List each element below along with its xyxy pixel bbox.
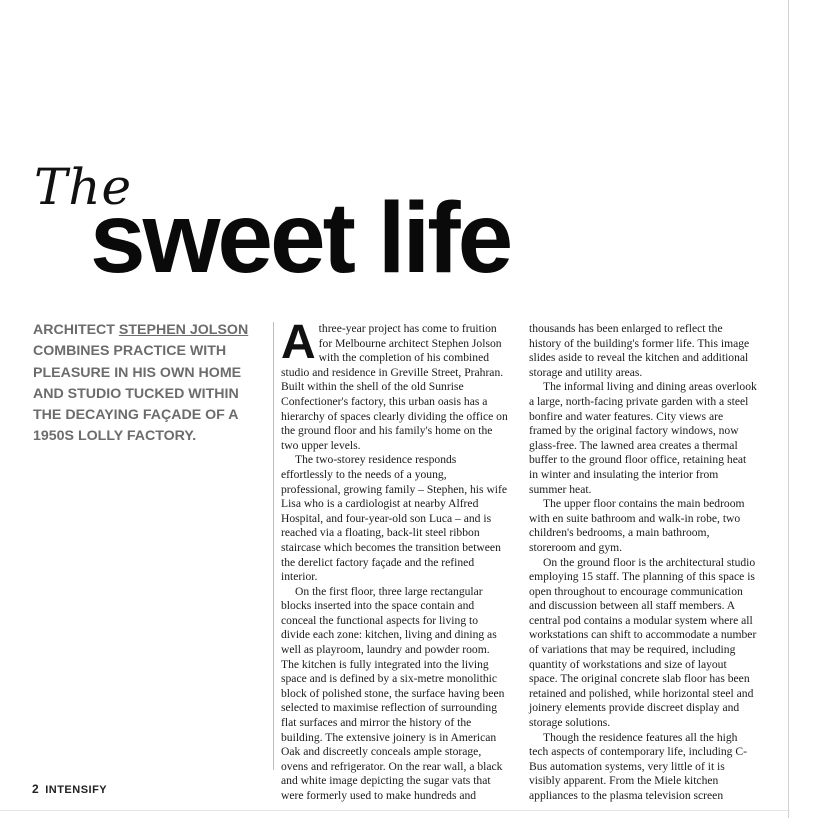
drop-cap: A	[281, 316, 316, 369]
architect-name: STEPHEN JOLSON	[118, 322, 249, 338]
paragraph: The two-storey residence responds effortlessly to the needs of a young, professional, growing family – Stephen, his wife Lisa who is a cardiologist at nearby Alfred Hospital, and four-year-old son Luca – and is reached via a floating, back-lit steel ribbon staircase which becomes the transition between the derelict factory façade and the refined interior.	[281, 453, 508, 584]
bottom-rule	[0, 810, 790, 811]
paragraph: The informal living and dining areas overlook a large, north-facing private garden with a steel bonfire and water features. City views are framed by the original factory windows, now glass-free. The lawned area creates a thermal buffer to the ground floor office, retaining heat in winter and insulating the interior from summer heat.	[529, 380, 757, 496]
standfirst	[33, 320, 258, 448]
paragraph-text: three-year project has come to fruition for Melbourne architect Stephen Jolson with the completion of his combined studio and residence in Greville Street, Prahran. Built within the shell of the old Sunrise Confectioner's factory, this urban oasis has a hierarchy of spaces clearly dividing the office on the ground floor and his family's home on the two upper levels.	[281, 322, 508, 452]
paragraph: On the first floor, three large rectangular blocks inserted into the space contain and conceal the functional aspects for living to divide each zone: kitchen, living and dining as well as playroom, laundry and powder room. The kitchen is fully integrated into the living space and is defined by a six-metre monolithic block of polished stone, the surface having been selected to maximise reflection of surrounding flat surfaces and mirror the history of the building. The extensive joinery is in American Oak and discreetly conceals ample storage, ovens and refrigerator. On the rear wall, a black and white image depicting the sugar vats that were formerly used to make hundreds and	[281, 584, 505, 802]
column-divider	[273, 322, 274, 770]
article-column-2	[529, 322, 757, 804]
page-number: 2	[32, 782, 40, 796]
paragraph: The upper floor contains the main bedroom with en suite bathroom and walk-in robe, two children's bedrooms, a main bathroom, storeroom and gym.	[529, 497, 745, 554]
paragraph: Though the residence features all the high tech aspects of contemporary life, including C-Bus automation systems, very little of it is visibly apparent. From the Miele kitchen appliances to the plasma television screen	[529, 730, 747, 802]
paragraph	[281, 316, 509, 453]
magazine-name: INTENSIFY	[45, 784, 108, 796]
headline-main: sweet life	[90, 182, 511, 294]
standfirst-after: COMBINES PRACTICE WITH PLEASURE IN HIS OWN HOME AND STUDIO TUCKED WITHIN THE DECAYING FAÇADE OF A 1950S LOLLY FACTORY.	[33, 343, 242, 445]
paragraph: thousands has been enlarged to reflect the history of the building's former life. This image slides aside to reveal the kitchen and additional storage and utility areas.	[529, 322, 750, 379]
page-footer	[32, 782, 107, 796]
standfirst-before: ARCHITECT	[33, 322, 119, 338]
page-edge-rule	[788, 0, 789, 818]
paragraph: On the ground floor is the architectural studio employing 15 staff. The planning of this space is open throughout to encourage communication and discussion between all staff members. A central pod contains a modular system where all workstations can shift to accommodate a number of variations that may be required, including quantity of workstations and size of layout space. The original concrete slab floor has been retained and polished, while horizontal steel and joinery elements provide discreet display and storage solutions.	[529, 555, 757, 730]
article-column-1	[281, 316, 509, 804]
headline-lead: The	[34, 158, 133, 216]
